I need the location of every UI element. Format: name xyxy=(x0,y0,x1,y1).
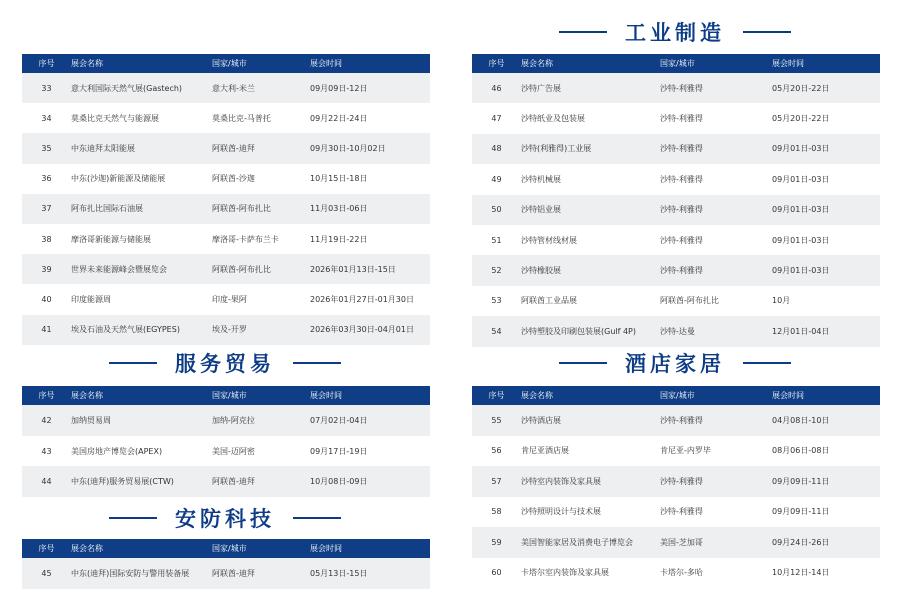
row-number: 51 xyxy=(491,235,502,245)
row-number: 60 xyxy=(491,568,502,578)
exhibition-date: 09月09日-11日 xyxy=(772,476,830,486)
table-row xyxy=(472,164,880,194)
table-row xyxy=(472,134,880,164)
table-row xyxy=(472,436,880,467)
exhibition-date: 07月02日-04日 xyxy=(310,415,368,425)
exhibition-name: 沙特管材线材展 xyxy=(521,235,577,245)
table-header xyxy=(472,54,880,73)
title-rule-right xyxy=(293,517,341,519)
row-number: 34 xyxy=(41,113,52,123)
table-row xyxy=(472,195,880,225)
table-row xyxy=(472,103,880,133)
table-row xyxy=(22,284,430,314)
header-no: 序号 xyxy=(488,59,505,68)
exhibition-name: 卡塔尔室内装饰及家具展 xyxy=(521,568,609,578)
exhibition-location: 阿联酋-迪拜 xyxy=(212,477,255,487)
exhibition-name: 世界未来能源峰会暨展览会 xyxy=(71,264,167,274)
exhibition-location: 卡塔尔-多哈 xyxy=(660,568,703,578)
exhibition-name: 沙特橡胶展 xyxy=(521,266,561,276)
exhibition-name: 印度能源周 xyxy=(71,294,111,304)
exhibition-location: 印度-果阿 xyxy=(212,294,247,304)
exhibition-name: 加纳贸易周 xyxy=(71,415,111,425)
exhibition-location: 肯尼亚-内罗毕 xyxy=(660,446,711,456)
header-no: 序号 xyxy=(38,391,55,400)
row-number: 49 xyxy=(491,174,502,184)
exhibition-name: 沙特酒店展 xyxy=(521,415,561,425)
exhibition-date: 10月12日-14日 xyxy=(772,568,830,578)
table-header xyxy=(22,539,430,558)
exhibition-date: 09月01日-03日 xyxy=(772,144,830,154)
row-number: 42 xyxy=(41,415,52,425)
header-date: 展会时间 xyxy=(310,544,342,553)
exhibition-date: 09月24日-26日 xyxy=(772,537,830,547)
exhibition-name: 阿联酋工业品展 xyxy=(521,296,577,306)
exhibition-date: 09月30日-10月02日 xyxy=(310,143,386,153)
table-row xyxy=(472,405,880,436)
section-heading: 安防科技 xyxy=(175,507,275,531)
table-row xyxy=(472,255,880,285)
header-location: 国家/城市 xyxy=(212,544,247,553)
exhibition-date: 2026年01月13日-15日 xyxy=(310,264,396,274)
exhibition-date: 11月19日-22日 xyxy=(310,234,368,244)
table-row xyxy=(472,316,880,346)
table-row xyxy=(472,73,880,103)
exhibition-location: 沙特-利雅得 xyxy=(660,235,703,245)
row-number: 35 xyxy=(41,143,52,153)
exhibition-location: 沙特-利雅得 xyxy=(660,174,703,184)
exhibition-name: 摩洛哥新能源与储能展 xyxy=(71,234,151,244)
exhibition-location: 阿联酋-迪拜 xyxy=(212,143,255,153)
exhibition-name: 沙特纸业及包装展 xyxy=(521,114,585,124)
header-date: 展会时间 xyxy=(310,59,342,68)
row-number: 53 xyxy=(491,296,502,306)
row-number: 55 xyxy=(491,415,502,425)
title-rule-right xyxy=(743,362,791,364)
table-row xyxy=(22,133,430,163)
header-name: 展会名称 xyxy=(71,59,103,68)
row-number: 56 xyxy=(491,446,502,456)
exhibition-location: 美国-芝加哥 xyxy=(660,537,703,547)
header-name: 展会名称 xyxy=(71,391,103,400)
exhibition-date: 04月08日-10日 xyxy=(772,415,830,425)
exhibition-name: 中东迪拜太阳能展 xyxy=(71,143,135,153)
row-number: 50 xyxy=(491,205,502,215)
exhibition-name: 美国房地产博览会(APEX) xyxy=(71,446,163,456)
exhibition-date: 08月06日-08日 xyxy=(772,446,830,456)
table-row xyxy=(22,436,430,467)
exhibition-location: 沙特-利雅得 xyxy=(660,83,703,93)
table-row xyxy=(22,315,430,345)
row-number: 44 xyxy=(41,477,52,487)
header-no: 序号 xyxy=(38,59,55,68)
exhibition-name: 美国智能家居及消费电子博览会 xyxy=(521,537,633,547)
exhibition-location: 沙特-利雅得 xyxy=(660,114,703,124)
exhibition-name: 沙特铝业展 xyxy=(521,205,561,215)
exhibition-date: 10月08日-09日 xyxy=(310,477,368,487)
row-number: 59 xyxy=(491,537,502,547)
exhibition-location: 埃及-开罗 xyxy=(212,325,247,335)
exhibition-date: 09月01日-03日 xyxy=(772,235,830,245)
exhibition-date: 05月20日-22日 xyxy=(772,83,830,93)
exhibition-date: 2026年01月27日-01月30日 xyxy=(310,294,414,304)
row-number: 45 xyxy=(41,568,52,578)
row-number: 39 xyxy=(41,264,52,274)
exhibition-name: 阿布扎比国际石油展 xyxy=(71,204,143,214)
row-number: 48 xyxy=(491,144,502,154)
exhibition-date: 12月01日-04日 xyxy=(772,326,830,336)
industrial-exhibitions-table xyxy=(472,54,880,347)
header-location: 国家/城市 xyxy=(212,391,247,400)
exhibition-date: 09月01日-03日 xyxy=(772,174,830,184)
row-number: 57 xyxy=(491,476,502,486)
exhibition-date: 2026年03月30日-04月01日 xyxy=(310,325,414,335)
section-title-hotel xyxy=(555,348,795,378)
title-rule-right xyxy=(743,31,791,33)
table-row xyxy=(472,558,880,589)
exhibition-date: 09月09日-11日 xyxy=(772,507,830,517)
table-header xyxy=(22,386,430,405)
table-row xyxy=(22,194,430,224)
exhibition-location: 沙特-利雅得 xyxy=(660,415,703,425)
section-heading: 服务贸易 xyxy=(175,352,275,376)
table-row xyxy=(472,286,880,316)
exhibition-location: 沙特-利雅得 xyxy=(660,507,703,517)
security-exhibitions-table xyxy=(22,539,430,589)
exhibition-name: 沙特照明设计与技术展 xyxy=(521,507,601,517)
exhibition-name: 沙特机械展 xyxy=(521,174,561,184)
title-rule-left xyxy=(109,517,157,519)
row-number: 46 xyxy=(491,83,502,93)
exhibition-date: 05月13日-15日 xyxy=(310,568,368,578)
header-name: 展会名称 xyxy=(521,391,553,400)
exhibition-name: 沙特室内装饰及家具展 xyxy=(521,476,601,486)
title-rule-left xyxy=(559,362,607,364)
exhibition-location: 沙特-利雅得 xyxy=(660,144,703,154)
exhibition-location: 沙特-利雅得 xyxy=(660,476,703,486)
exhibition-location: 阿联酋-阿布扎比 xyxy=(212,264,271,274)
section-title-service xyxy=(105,348,345,378)
exhibition-name: 莫桑比克天然气与能源展 xyxy=(71,113,159,123)
table-row xyxy=(22,103,430,133)
row-number: 43 xyxy=(41,446,52,456)
exhibition-location: 意大利-米兰 xyxy=(212,83,255,93)
table-row xyxy=(22,224,430,254)
row-number: 41 xyxy=(41,325,52,335)
exhibition-date: 10月15日-18日 xyxy=(310,174,368,184)
service-exhibitions-table xyxy=(22,386,430,497)
header-location: 国家/城市 xyxy=(660,391,695,400)
exhibition-location: 莫桑比克-马普托 xyxy=(212,113,271,123)
header-location: 国家/城市 xyxy=(660,59,695,68)
exhibition-name: 中东(迪拜)服务贸易展(CTW) xyxy=(71,477,174,487)
table-header xyxy=(22,54,430,73)
table-row xyxy=(22,254,430,284)
exhibition-date: 09月01日-03日 xyxy=(772,266,830,276)
exhibition-date: 09月09日-12日 xyxy=(310,83,368,93)
exhibition-name: 埃及石油及天然气展(EGYPES) xyxy=(71,325,180,335)
row-number: 38 xyxy=(41,234,52,244)
table-row xyxy=(22,558,430,589)
title-rule-left xyxy=(109,362,157,364)
row-number: 33 xyxy=(41,83,52,93)
exhibition-location: 阿联酋-迪拜 xyxy=(212,568,255,578)
exhibition-name: 沙特塑胶及印刷包装展(Gulf 4P) xyxy=(521,326,637,336)
row-number: 40 xyxy=(41,294,52,304)
exhibition-location: 阿联酋-阿布扎比 xyxy=(660,296,719,306)
exhibition-date: 09月22日-24日 xyxy=(310,113,368,123)
table-row xyxy=(22,164,430,194)
exhibition-location: 阿联酋-沙迦 xyxy=(212,174,255,184)
exhibition-date: 10月 xyxy=(772,296,791,306)
exhibition-name: 中东(迪拜)国际安防与警用装备展 xyxy=(71,568,190,578)
row-number: 47 xyxy=(491,114,502,124)
exhibition-location: 摩洛哥-卡萨布兰卡 xyxy=(212,234,279,244)
exhibition-location: 沙特-利雅得 xyxy=(660,205,703,215)
header-name: 展会名称 xyxy=(521,59,553,68)
header-no: 序号 xyxy=(38,544,55,553)
header-date: 展会时间 xyxy=(772,391,804,400)
header-no: 序号 xyxy=(488,391,505,400)
table-row xyxy=(472,497,880,528)
table-row xyxy=(22,405,430,436)
table-row xyxy=(472,527,880,558)
section-heading: 工业制造 xyxy=(625,21,725,45)
exhibition-date: 11月03日-06日 xyxy=(310,204,368,214)
exhibition-name: 中东(沙迦)新能源及储能展 xyxy=(71,174,166,184)
section-title-security xyxy=(105,503,345,533)
table-row xyxy=(22,73,430,103)
table-row xyxy=(472,466,880,497)
row-number: 36 xyxy=(41,174,52,184)
row-number: 54 xyxy=(491,326,502,336)
header-name: 展会名称 xyxy=(71,544,103,553)
exhibition-location: 阿联酋-阿布扎比 xyxy=(212,204,271,214)
exhibition-name: 沙特(利雅得)工业展 xyxy=(521,144,592,154)
row-number: 52 xyxy=(491,266,502,276)
row-number: 37 xyxy=(41,204,52,214)
exhibition-name: 意大利国际天然气展(Gastech) xyxy=(71,83,183,93)
row-number: 58 xyxy=(491,507,502,517)
exhibition-name: 肯尼亚酒店展 xyxy=(521,446,569,456)
title-rule-left xyxy=(559,31,607,33)
energy-exhibitions-table xyxy=(22,54,430,345)
section-heading: 酒店家居 xyxy=(625,352,725,376)
exhibition-date: 09月01日-03日 xyxy=(772,205,830,215)
header-date: 展会时间 xyxy=(772,59,804,68)
exhibition-date: 09月17日-19日 xyxy=(310,446,368,456)
exhibition-location: 美国-迈阿密 xyxy=(212,446,255,456)
exhibition-date: 05月20日-22日 xyxy=(772,114,830,124)
exhibition-location: 沙特-利雅得 xyxy=(660,266,703,276)
hotel-exhibitions-table xyxy=(472,386,880,588)
table-row xyxy=(472,225,880,255)
table-header xyxy=(472,386,880,405)
header-location: 国家/城市 xyxy=(212,59,247,68)
header-date: 展会时间 xyxy=(310,391,342,400)
exhibition-name: 沙特广告展 xyxy=(521,83,561,93)
title-rule-right xyxy=(293,362,341,364)
exhibition-location: 沙特-达曼 xyxy=(660,326,695,336)
exhibition-location: 加纳-阿克拉 xyxy=(212,415,255,425)
table-row xyxy=(22,466,430,497)
section-title-industrial xyxy=(555,17,795,47)
